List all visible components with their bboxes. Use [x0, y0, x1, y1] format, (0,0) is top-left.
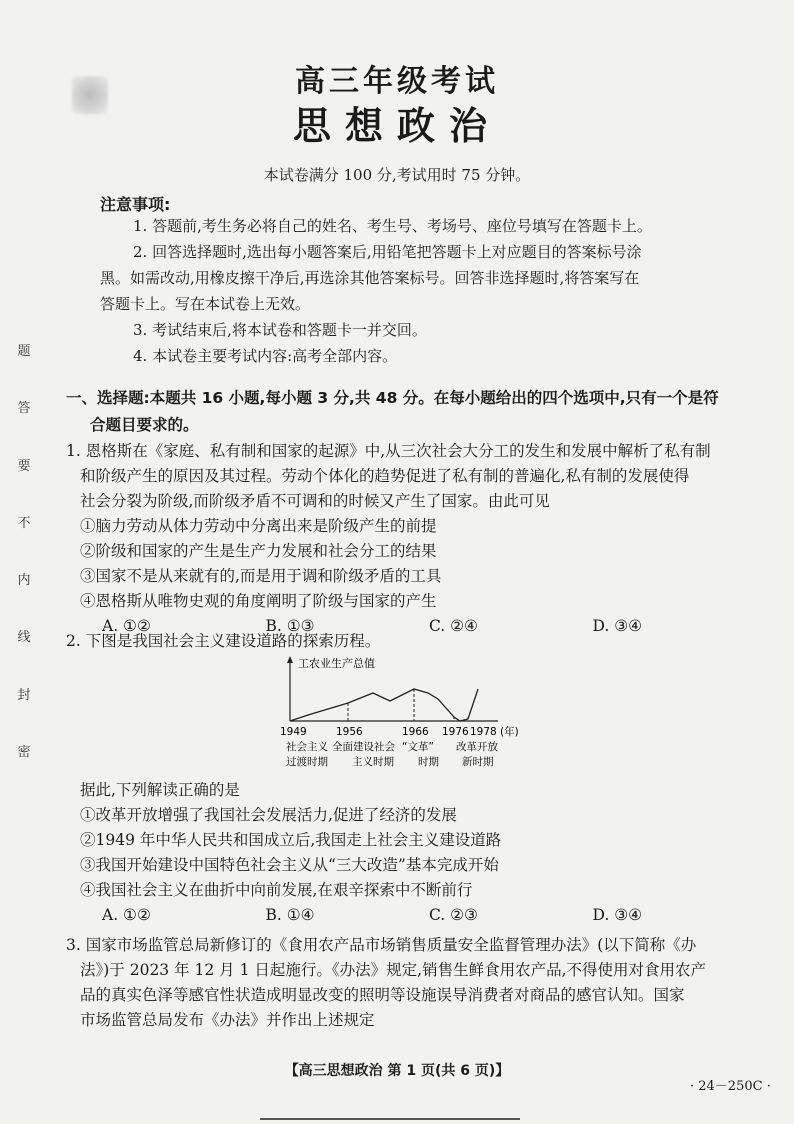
question-2	[66, 778, 756, 928]
question-1	[66, 439, 756, 639]
answer-choices	[66, 903, 756, 928]
period-label: 新时期	[462, 756, 494, 768]
bottom-rule	[260, 1118, 520, 1120]
period-label: 社会主义	[286, 741, 328, 753]
seal-char: 答	[17, 401, 31, 417]
choice-b: B. ①③	[265, 617, 315, 635]
question-stem: 市场监管总局发布《办法》并作出上述规定	[80, 1011, 375, 1029]
x-tick: 1976	[442, 726, 469, 738]
question-lead: 据此,下列解读正确的是	[80, 781, 240, 799]
seal-char: 内	[17, 573, 31, 589]
question-stem: 和阶级产生的原因及其过程。劳动个体化的趋势促进了私有制的普遍化,私有制的发展使得	[80, 467, 690, 485]
section-heading	[66, 385, 746, 439]
seal-char: 要	[17, 458, 31, 474]
x-tick: 1978	[470, 726, 497, 738]
option-statement: ④恩格斯从唯物史观的角度阐明了阶级与国家的产生	[80, 592, 437, 610]
period-label: 全面建设社会	[332, 741, 395, 753]
seal-char: 密	[17, 744, 31, 760]
option-statement: ③我国开始建设中国特色社会主义从“三大改造”基本完成开始	[80, 856, 499, 874]
seal-char: 线	[17, 630, 31, 646]
note-item: 4. 本试卷主要考试内容:高考全部内容。	[133, 347, 398, 365]
x-tick: 1956	[336, 726, 363, 738]
page-footer: 【高三思想政治 第 1 页(共 6 页)】	[284, 1063, 510, 1079]
choice-d: D. ③④	[592, 906, 643, 924]
choice-d: D. ③④	[592, 617, 643, 635]
question-stem: 3. 国家市场监管总局新修订的《食用农产品市场销售质量安全监督管理办法》(以下简称《办	[66, 936, 697, 954]
x-tick: 1949	[280, 726, 307, 738]
x-axis-label: (年)	[500, 726, 519, 738]
production-line	[290, 689, 478, 721]
exam-info: 本试卷满分 100 分,考试用时 75 分钟。	[263, 166, 531, 184]
question-stem: 法》)于 2023 年 12 月 1 日起施行。《办法》规定,销售生鲜食用农产品,不得使用对食用农产	[80, 961, 706, 979]
x-tick: 1966	[402, 726, 429, 738]
note-item: 黑。如需改动,用橡皮擦干净后,再选涂其他答案标号。回答非选择题时,将答案写在	[100, 269, 640, 287]
seal-line-sidebar	[14, 340, 34, 760]
y-axis-arrow	[287, 656, 293, 663]
choice-c: C. ②④	[429, 617, 478, 635]
option-statement: ①脑力劳动从体力劳动中分离出来是阶级产生的前提	[80, 517, 437, 535]
subject-title: 思想政治	[292, 104, 501, 148]
exploration-chart	[278, 655, 538, 777]
seal-char: 封	[17, 687, 31, 703]
option-statement: ②1949 年中华人民共和国成立后,我国走上社会主义建设道路	[80, 831, 502, 849]
period-label: 过渡时期	[286, 756, 328, 768]
notes-heading: 注意事项:	[100, 195, 171, 214]
option-statement: ③国家不是从来就有的,而是用于调和阶级矛盾的工具	[80, 567, 442, 585]
period-label: 时期	[418, 756, 439, 768]
choice-a: A. ①②	[102, 617, 151, 635]
notes-block	[100, 213, 700, 369]
note-item: 1. 答题前,考生务必将自己的姓名、考生号、考场号、座位号填写在答题卡上。	[133, 217, 652, 235]
section-heading-line: 一、选择题:本题共 16 小题,每小题 3 分,共 48 分。在每小题给出的四个选项中,只有一个是符	[66, 389, 719, 407]
seal-char: 题	[17, 344, 31, 359]
section-heading-line: 合题目要求的。	[90, 416, 199, 434]
seal-char: 不	[17, 515, 31, 531]
chart-svg	[278, 655, 538, 773]
question-stem: 1. 恩格斯在《家庭、私有制和国家的起源》中,从三次社会大分工的发生和发展中解析了私有制	[66, 442, 711, 460]
question-2-stem	[66, 629, 756, 654]
period-label: “文革”	[402, 741, 434, 753]
option-statement: ④我国社会主义在曲折中向前发展,在艰辛探索中不断前行	[80, 881, 473, 899]
choice-a: A. ①②	[102, 906, 151, 924]
exam-title: 高三年级考试	[295, 64, 499, 99]
option-statement: ②阶级和国家的产生是生产力发展和社会分工的结果	[80, 542, 437, 560]
option-statement: ①改革开放增强了我国社会发展活力,促进了经济的发展	[80, 806, 457, 824]
note-item: 2. 回答选择题时,选出每小题答案后,用铅笔把答题卡上对应题目的答案标号涂	[133, 243, 642, 261]
question-3	[66, 933, 756, 1033]
choice-b: B. ①④	[265, 906, 315, 924]
note-item: 3. 考试结束后,将本试卷和答题卡一并交回。	[133, 321, 427, 339]
question-stem: 社会分裂为阶级,而阶级矛盾不可调和的时候又产生了国家。由此可见	[80, 492, 550, 510]
note-item: 答题卡上。写在本试卷上无效。	[100, 295, 311, 313]
question-stem: 2. 下图是我国社会主义建设道路的探索历程。	[66, 632, 381, 650]
period-label: 改革开放	[456, 741, 498, 753]
y-axis-label: 工农业生产总值	[298, 657, 375, 670]
period-label: 主义时期	[352, 756, 394, 768]
question-stem: 品的真实色泽等感官性状造成明显改变的照明等设施误导消费者对商品的感官认知。国家	[80, 986, 685, 1004]
choice-c: C. ②③	[429, 906, 478, 924]
exam-code: · 24－250C ·	[690, 1079, 771, 1094]
